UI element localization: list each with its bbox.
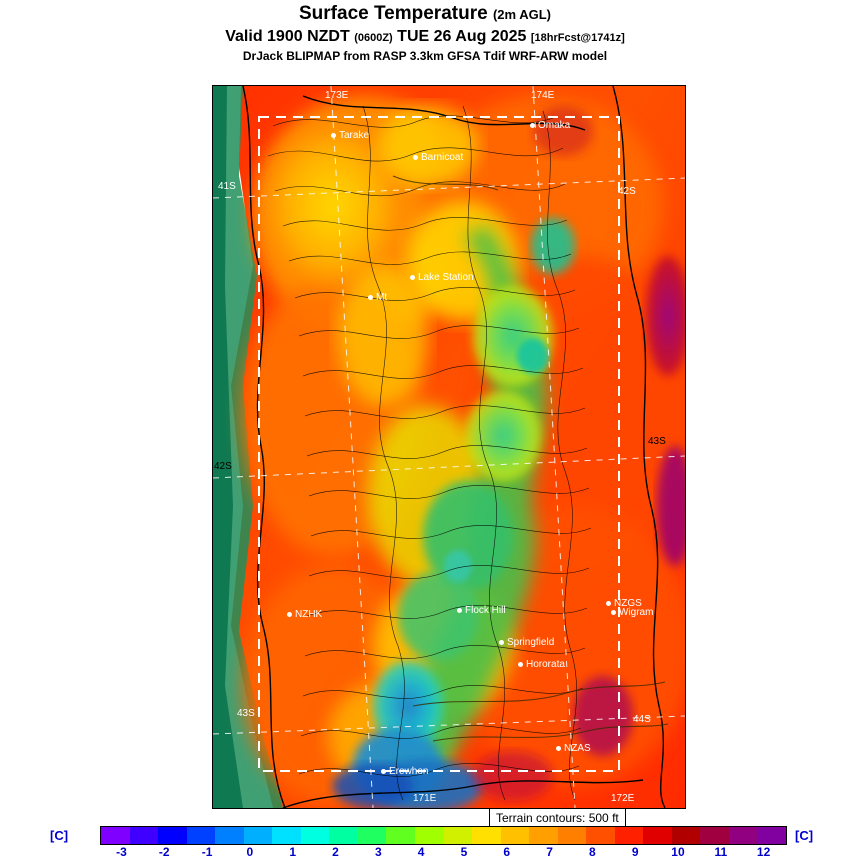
colorbar-swatch: [386, 827, 415, 844]
station-dot: [410, 275, 415, 280]
colorbar-tick-label: 7: [546, 845, 553, 859]
colorbar-unit-left: [C]: [50, 828, 69, 843]
colorbar-swatch: [700, 827, 729, 844]
colorbar-tick-label: 12: [756, 845, 771, 859]
title-text: Surface Temperature: [299, 3, 488, 24]
header: [0, 0, 850, 63]
station-label: Lake Station: [418, 272, 474, 283]
station-marker[interactable]: [611, 607, 653, 618]
station-dot: [413, 155, 418, 160]
colorbar-ticks: [100, 845, 785, 859]
station-marker[interactable]: [556, 743, 591, 754]
station-label: Mt: [376, 292, 388, 303]
colorbar-swatch: [329, 827, 358, 844]
station-marker[interactable]: [530, 120, 570, 131]
station-marker[interactable]: [499, 637, 554, 648]
colorbar-swatch: [272, 827, 301, 844]
title-suffix: (2m AGL): [492, 7, 551, 22]
station-label: Hororata: [526, 659, 565, 670]
station-dot: [518, 662, 523, 667]
station-marker[interactable]: [381, 766, 428, 777]
model-description: DrJack BLIPMAP from RASP 3.3km GFSA Tdif WRF-ARW model: [242, 49, 608, 63]
colorbar-swatch: [187, 827, 216, 844]
grid-label: 172E: [611, 793, 635, 804]
temperature-map: [213, 86, 685, 808]
station-marker[interactable]: [368, 292, 387, 303]
colorbar-swatch: [643, 827, 672, 844]
colorbar-section: [0, 824, 850, 860]
colorbar-swatch: [472, 827, 501, 844]
colorbar-tick-label: 11: [714, 845, 728, 859]
station-label: Wigram: [619, 607, 654, 618]
station-marker[interactable]: [410, 272, 474, 283]
station-label: NZHK: [295, 609, 323, 620]
valid-time: Valid 1900 NZDT: [225, 28, 350, 45]
station-dot: [368, 295, 373, 300]
station-marker[interactable]: [457, 605, 506, 616]
station-dot: [499, 640, 504, 645]
station-dot: [457, 608, 462, 613]
colorbar-swatch: [672, 827, 701, 844]
colorbar-tick-label: 0: [246, 845, 254, 859]
station-label: Erewhon: [389, 766, 429, 777]
station-marker[interactable]: [287, 609, 322, 620]
grid-label: 43S: [237, 708, 255, 719]
valid-date: TUE 26 Aug 2025: [397, 28, 527, 45]
station-label: NZAS: [564, 743, 591, 754]
station-dot: [530, 123, 535, 128]
station-marker[interactable]: [518, 659, 565, 670]
station-dot: [556, 746, 561, 751]
colorbar-tick-label: 8: [589, 845, 596, 859]
valid-time-line: [0, 28, 850, 46]
station-label: NZGS: [614, 598, 642, 609]
station-dot: [381, 769, 386, 774]
station-marker[interactable]: [413, 152, 463, 163]
colorbar-swatch: [130, 827, 159, 844]
station-label: Flock Hill: [465, 605, 506, 616]
colorbar-tick-label: 5: [460, 845, 468, 859]
colorbar-swatch: [244, 827, 273, 844]
station-label: Springfield: [507, 637, 555, 648]
colorbar-swatch: [558, 827, 587, 844]
colorbar-tick-label: 2: [332, 845, 339, 859]
station-dot: [611, 610, 616, 615]
station-label: Omaka: [538, 120, 571, 131]
colorbar-swatch: [215, 827, 244, 844]
grid-label: 174E: [531, 90, 555, 101]
station-marker[interactable]: [331, 130, 369, 141]
colorbar-swatch: [158, 827, 187, 844]
colorbar-unit-right: [C]: [795, 828, 814, 843]
colorbar-swatch: [101, 827, 130, 844]
colorbar-swatch: [758, 827, 787, 844]
map-frame[interactable]: [212, 85, 686, 809]
colorbar: [100, 826, 787, 845]
grid-label: 41S: [218, 181, 236, 192]
colorbar-tick-label: 6: [503, 845, 511, 859]
colorbar-tick-label: -1: [201, 845, 213, 859]
colorbar-tick-label: -3: [116, 845, 127, 859]
colorbar-swatch: [444, 827, 473, 844]
colorbar-swatch: [729, 827, 758, 844]
colorbar-tick-label: -2: [158, 845, 170, 859]
station-label: Barnicoat: [421, 152, 464, 163]
station-dot: [331, 133, 336, 138]
colorbar-swatch: [586, 827, 615, 844]
colorbar-swatch: [415, 827, 444, 844]
colorbar-tick-label: 10: [671, 845, 685, 859]
colorbar-swatch: [301, 827, 330, 844]
colorbar-swatch: [615, 827, 644, 844]
colorbar-tick-label: 1: [289, 845, 296, 859]
colorbar-swatch: [529, 827, 558, 844]
page-title: [0, 3, 850, 25]
terrain-contour-legend: Terrain contours: 500 ft: [489, 808, 626, 828]
grid-label: 171E: [413, 793, 437, 804]
colorbar-tick-label: 3: [374, 845, 382, 859]
grid-label: 42S: [618, 186, 636, 197]
grid-label: 44S: [633, 714, 651, 725]
colorbar-tick-label: 9: [631, 845, 639, 859]
colorbar-tick-label: 4: [417, 845, 425, 859]
station-dot: [287, 612, 292, 617]
grid-label: 173E: [325, 90, 349, 101]
station-label: Tarake: [339, 130, 370, 141]
colorbar-swatch: [358, 827, 387, 844]
grid-label: 43S: [648, 436, 666, 447]
station-dot: [606, 601, 611, 606]
forecast-hour: [18hrFcst@1741z]: [530, 32, 625, 44]
colorbar-swatch: [501, 827, 530, 844]
valid-time-utc: (0600Z): [354, 32, 393, 44]
grid-label: 42S: [214, 461, 232, 472]
